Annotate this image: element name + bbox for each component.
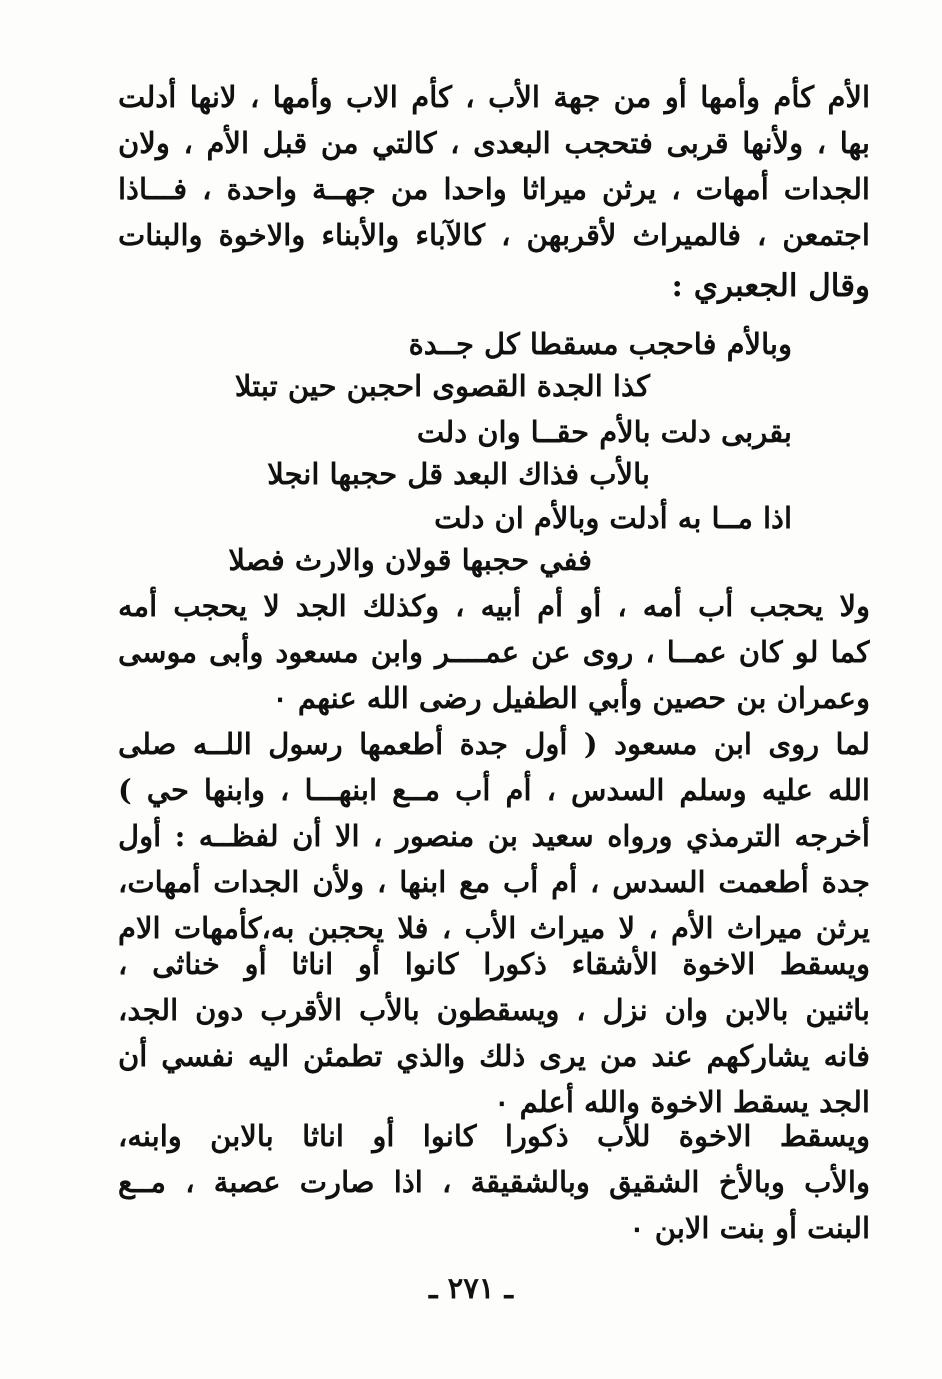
text-line: وعمران بن حصين وأبي الطفيل رضى الله عنهم ٠ — [272, 681, 870, 715]
text-line: البنت أو بنت الابن ٠ — [629, 1211, 870, 1245]
text-line: كما لو كان عمــا ، روى عن عمــــر وابن مسعود وأبى موسى — [118, 635, 870, 669]
verse-line-4: بالأب فذاك البعد قل حجبها انجلا — [267, 457, 650, 491]
paragraph-2 — [118, 583, 870, 721]
text-line: جدة أطعمت السدس ، أم أب مع ابنها ، ولأن الجدات أمهات، — [118, 865, 870, 899]
verse-line-2: كذا الجدة القصوى احجبن حين تبتلا — [234, 369, 650, 403]
text-line: ويسقط الاخوة الأشقاء ذكورا كانوا أو اناثا أو خناثى ، — [118, 947, 870, 981]
text-line: والأب وبالأخ الشقيق وبالشقيقة ، اذا صارت عصبة ، مــع — [118, 1165, 870, 1199]
text-line: ويسقط الاخوة للأب ذكورا كانوا أو اناثا بالابن وابنه، — [118, 1119, 870, 1153]
text-line: فانه يشاركهم عند من يرى ذلك والذي تطمئن اليه نفسي أن — [118, 1039, 870, 1073]
text-line: بها ، ولأنها قربى فتحجب البعدى ، كالتي من قبل الأم ، ولان — [118, 126, 870, 160]
verse-line-1: وبالأم فاحجب مسقطا كل جــدة — [408, 327, 792, 361]
verse-line-3: بقربى دلت بالأم حقــا وان دلت — [416, 415, 792, 449]
text-line: الجد يسقط الاخوة والله أعلم ٠ — [493, 1085, 870, 1119]
text-line: اجتمعن ، فالميراث لأقربهن ، كالآباء والأبناء والاخوة والبنات — [118, 218, 870, 252]
paragraph-4 — [118, 941, 870, 1125]
section-heading: وقال الجعبري : — [671, 268, 870, 304]
text-line: أخرجه الترمذي ورواه سعيد بن منصور ، الا أن لفظــه : أول — [118, 819, 870, 853]
page-number: ـ ٢٧١ ـ — [429, 1271, 513, 1305]
text-line: يرثن ميراث الأم ، لا ميراث الأب ، فلا يحجبن به،كأمهات الام — [118, 911, 870, 945]
paragraph-3 — [118, 721, 870, 951]
text-line: الأم كأم وأمها أو من جهة الأب ، كأم الاب وأمها ، لانها أدلت — [118, 80, 870, 114]
text-line: الجدات أمهات ، يرثن ميراثا واحدا من جهــة واحدة ، فـــاذا — [118, 172, 870, 206]
text-line: ولا يحجب أب أمه ، أو أم أبيه ، وكذلك الجد لا يحجب أمه — [118, 589, 870, 623]
text-line: الله عليه وسلم السدس ، أم أب مــع ابنهـــا ، وابنها حي ) — [118, 773, 870, 807]
paragraph-5 — [118, 1113, 870, 1251]
text-line: باثنين بالابن وان نزل ، ويسقطون بالأب الأقرب دون الجد، — [118, 993, 870, 1027]
text-line: لما روى ابن مسعود ( أول جدة أطعمها رسول اللــه صلى — [118, 727, 870, 761]
verse-line-5: اذا مــا به أدلت وبالأم ان دلت — [434, 501, 792, 535]
verse-line-6: ففي حجبها قولان والارث فصلا — [228, 543, 592, 577]
paragraph-1 — [118, 74, 870, 258]
